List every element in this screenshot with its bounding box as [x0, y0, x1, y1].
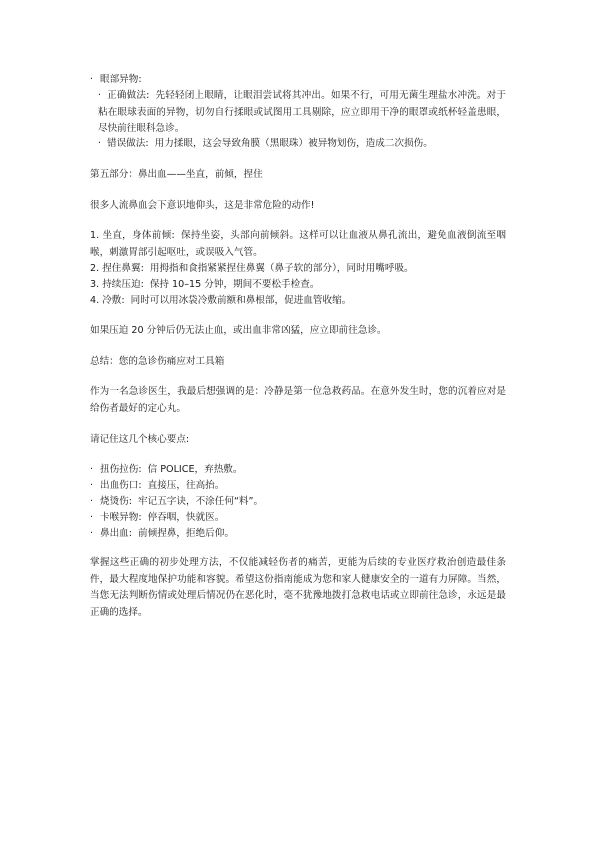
- summary-point-5: [90, 526, 505, 542]
- step-text: 保持 10–15 分钟，期间不要松手检查。: [149, 279, 320, 290]
- step-label: 1. 坐直，身体前倾:: [90, 230, 175, 241]
- bullet-icon: ·: [90, 464, 94, 475]
- section5-step-3: [90, 277, 505, 293]
- bullet-icon: ·: [90, 480, 94, 491]
- section5-step-1: [90, 228, 506, 261]
- eye-wrong-item: [98, 136, 505, 152]
- point-text: 信 POLICE，弃热敷。: [147, 464, 243, 475]
- step-text: 用拇指和食指紧紧捏住鼻翼（鼻子软的部分），同时用嘴呼吸。: [149, 263, 414, 274]
- summary-closing: 掌握这些正确的初步处理方法，不仅能减轻伤者的痛苦，更能为后续的专业医疗救治创造最佳条件，最大程度地保护功能和容貌。希望这份指南能成为您和家人健康安全的一道有力屏障。当然，当您无法判断伤情或处理后情况仍在恶化时，毫不犹豫地拨打急救电话或立即前往急诊，永远是最正确的选择。: [90, 557, 506, 618]
- summary-point-3: [90, 494, 505, 510]
- point-label: 烧烫伤:: [100, 496, 133, 507]
- summary-remember: 请记住这几个核心要点:: [90, 434, 190, 445]
- eye-heading: [90, 72, 505, 88]
- summary-point-4: [90, 510, 505, 526]
- eye-correct-text: 先轻轻闭上眼睛，让眼泪尝试将其冲出。如果不行，可用无菌生理盐水冲洗。对于粘在眼球表面的异物，切勿自行揉眼或试图用工具剔除，应立即用干净的眼罩或纸杯轻盖患眼，尽快前往眼科急诊。: [98, 90, 506, 134]
- eye-wrong-label: 错误做法:: [107, 138, 149, 149]
- bullet-icon: ·: [90, 496, 94, 507]
- summary-point-2: [90, 478, 505, 494]
- eye-correct-item: [98, 88, 506, 138]
- summary-point-1: [90, 462, 505, 478]
- summary-intro: 作为一名急诊医生，我最后想强调的是：冷静是第一位急救药品。在意外发生时，您的沉着应对是给伤者最好的定心丸。: [90, 386, 506, 414]
- section5-step-2: [90, 261, 505, 277]
- point-label: 扭伤拉伤:: [100, 464, 142, 475]
- bullet-icon: ·: [98, 90, 102, 101]
- bullet-icon: ·: [90, 512, 94, 523]
- step-text: 保持坐姿，头部向前倾斜。这样可以让血液从鼻孔流出，避免血液倒流至咽喉，刺激胃部引起呕吐，或误吸入气管。: [90, 230, 506, 258]
- section5-title: 第五部分：鼻出血——坐直，前倾，捏住: [90, 169, 263, 180]
- bullet-icon: ·: [98, 138, 102, 149]
- point-text: 直接压，往高抬。: [147, 480, 225, 491]
- section5-step-4: [90, 293, 505, 309]
- bullet-icon: ·: [90, 74, 94, 85]
- point-label: 卡喉异物:: [100, 512, 142, 523]
- summary-title: 总结：您的急诊伤痛应对工具箱: [90, 356, 225, 367]
- section5-note: 如果压迫 20 分钟后仍无法止血，或出血非常凶猛，应立即前往急诊。: [90, 325, 387, 336]
- point-text: 牢记五字诀，不涂任何“料”。: [138, 496, 264, 507]
- step-label: 2. 捏住鼻翼:: [90, 263, 144, 274]
- eye-heading-text: 眼部异物:: [100, 74, 142, 85]
- step-label: 4. 冷敷:: [90, 295, 125, 306]
- point-text: 停吞咽，快就医。: [147, 512, 225, 523]
- point-text: 前倾捏鼻，拒绝后仰。: [138, 528, 234, 539]
- eye-correct-label: 正确做法:: [107, 90, 150, 101]
- point-label: 鼻出血:: [100, 528, 133, 539]
- bullet-icon: ·: [90, 528, 94, 539]
- section5-intro: 很多人流鼻血会下意识地仰头，这是非常危险的动作!: [90, 200, 315, 211]
- point-label: 出血伤口:: [100, 480, 142, 491]
- step-text: 同时可以用冰袋冷敷前额和鼻根部，促进血管收缩。: [130, 295, 352, 306]
- eye-wrong-text: 用力揉眼，这会导致角膜（黑眼珠）被异物划伤，造成二次损伤。: [154, 138, 433, 149]
- step-label: 3. 持续压迫:: [90, 279, 144, 290]
